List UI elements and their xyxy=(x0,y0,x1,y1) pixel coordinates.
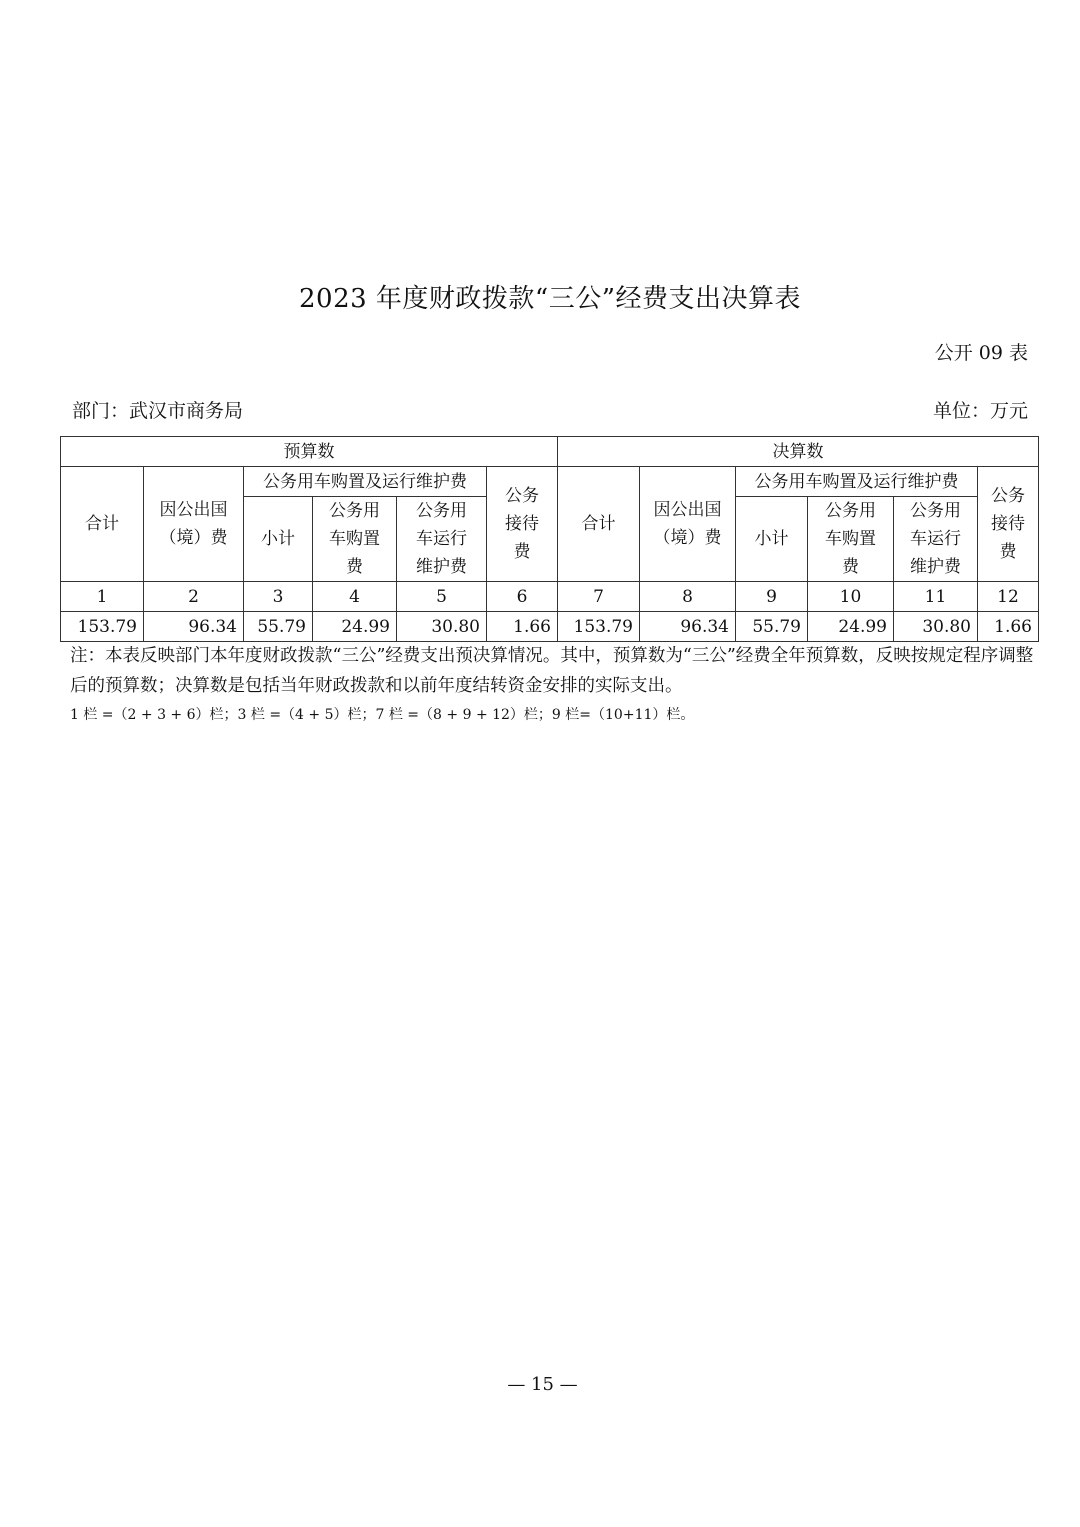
column-number-row xyxy=(61,582,1039,612)
column-number: 10 xyxy=(808,582,894,612)
column-number: 3 xyxy=(244,582,313,612)
budget-car-operation-header: 公务用 车运行 维护费 xyxy=(397,497,487,582)
budget-car-operation-value: 30.80 xyxy=(397,612,487,642)
final-car-group-header: 公务用车购置及运行维护费 xyxy=(736,467,978,497)
page-number: — 15 — xyxy=(507,1374,578,1395)
column-number: 8 xyxy=(640,582,736,612)
value-row xyxy=(61,612,1039,642)
budget-group-header: 预算数 xyxy=(61,437,558,467)
column-number: 1 xyxy=(61,582,144,612)
budget-abroad-value: 96.34 xyxy=(144,612,244,642)
budget-subtotal-header: 小计 xyxy=(244,497,313,582)
final-car-purchase-header: 公务用 车购置 费 xyxy=(808,497,894,582)
table-number: 公开 09 表 xyxy=(934,342,1028,364)
table-note: 注：本表反映部门本年度财政拨款“三公”经费支出预决算情况。其中，预算数为“三公”经费全年预算数，反映按规定程序调整后的预算数；决算数是包括当年财政拨款和以前年度结转资金安排的实际支出。 xyxy=(70,646,1034,696)
group-header-row xyxy=(61,437,1039,467)
expenditure-table xyxy=(60,436,1039,642)
column-number: 5 xyxy=(397,582,487,612)
final-group-header: 决算数 xyxy=(558,437,1039,467)
final-car-operation-header: 公务用 车运行 维护费 xyxy=(894,497,978,582)
column-number: 6 xyxy=(487,582,558,612)
column-number: 7 xyxy=(558,582,640,612)
budget-total-header: 合计 xyxy=(61,467,144,582)
final-car-purchase-value: 24.99 xyxy=(808,612,894,642)
final-total-header: 合计 xyxy=(558,467,640,582)
column-number: 4 xyxy=(313,582,397,612)
budget-car-purchase-header: 公务用 车购置 费 xyxy=(313,497,397,582)
budget-reception-header: 公务 接待 费 xyxy=(487,467,558,582)
department-label: 部门：武汉市商务局 xyxy=(72,400,244,422)
final-subtotal-value: 55.79 xyxy=(736,612,808,642)
budget-abroad-header: 因公出国 （境）费 xyxy=(144,467,244,582)
budget-subtotal-value: 55.79 xyxy=(244,612,313,642)
subgroup-header-row xyxy=(61,467,1039,497)
final-subtotal-header: 小计 xyxy=(736,497,808,582)
final-abroad-value: 96.34 xyxy=(640,612,736,642)
column-number: 12 xyxy=(978,582,1039,612)
budget-car-purchase-value: 24.99 xyxy=(313,612,397,642)
final-reception-header: 公务 接待 费 xyxy=(978,467,1039,582)
column-formula: 1 栏 =（2 + 3 + 6）栏；3 栏 =（4 + 5）栏；7 栏 =（8 + 9 + 12）栏；9 栏=（10+11）栏。 xyxy=(70,707,695,723)
final-reception-value: 1.66 xyxy=(978,612,1039,642)
column-number: 11 xyxy=(894,582,978,612)
unit-label: 单位：万元 xyxy=(932,400,1028,422)
column-number: 2 xyxy=(144,582,244,612)
budget-reception-value: 1.66 xyxy=(487,612,558,642)
final-car-operation-value: 30.80 xyxy=(894,612,978,642)
budget-total-value: 153.79 xyxy=(61,612,144,642)
page-title: 2023 年度财政拨款“三公”经费支出决算表 xyxy=(298,284,802,314)
final-abroad-header: 因公出国 （境）费 xyxy=(640,467,736,582)
final-total-value: 153.79 xyxy=(558,612,640,642)
column-number: 9 xyxy=(736,582,808,612)
budget-car-group-header: 公务用车购置及运行维护费 xyxy=(244,467,487,497)
